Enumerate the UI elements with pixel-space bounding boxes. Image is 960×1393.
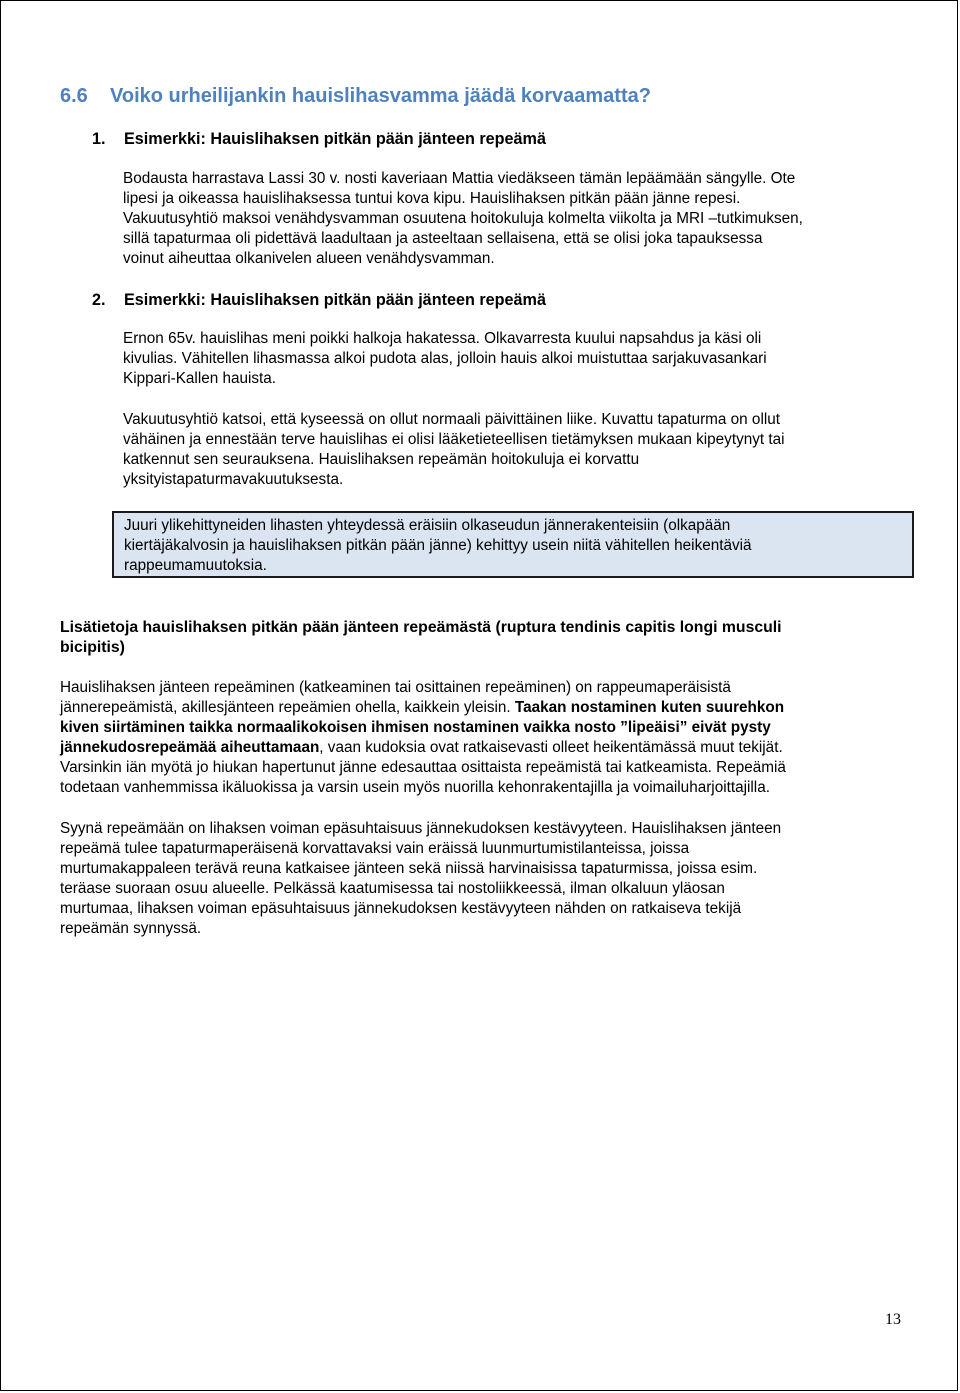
bold-text-run: Taakan nostaminen kuten suurehkon bbox=[514, 699, 785, 716]
paragraph-line: kiven siirtäminen taikka normaalikokoisen ihmisen nostaminen vaikka nosto ”lipeäisi” eivät pysty bbox=[60, 719, 771, 736]
paragraph-line: Hauislihaksen jänteen repeäminen (katkeaminen tai osittainen repeäminen) on rappeumaperäisistä bbox=[60, 679, 731, 696]
paragraph-line: repeämä tulee tapaturmaperäisenä korvattavaksi vain eräissä luunmurtumistilanteissa, joissa bbox=[60, 840, 690, 857]
example1-heading-text: Esimerkki: Hauislihaksen pitkän pään jänteen repeämä bbox=[124, 130, 546, 148]
paragraph-line bbox=[60, 738, 786, 758]
example2-line: Vakuutusyhtiö katsoi, että kyseessä on ollut normaali päivittäinen liike. Kuvattu tapaturma on ollut bbox=[123, 411, 780, 428]
example2-line: Kippari-Kallen hauista. bbox=[123, 370, 277, 387]
paragraph-line: murtumaa, lihaksen voiman epäsuhtaisuus jännekudoksen kestävyyteen nähden on ratkaiseva tekijä bbox=[60, 900, 742, 917]
highlight-info-box bbox=[112, 511, 914, 578]
paragraph-line: todetaan vanhemmissa ikäluokissa ja varsin usein myös nuorilla kehonrakentajilla ja voimailuharjoittajilla. bbox=[60, 779, 770, 796]
example1-line: Bodausta harrastava Lassi 30 v. nosti kaveriaan Mattia viedäkseen tämän lepäämään sängylle. Ote bbox=[123, 170, 796, 187]
more-info-heading-line: bicipitis) bbox=[60, 639, 125, 656]
example2-heading bbox=[92, 290, 546, 310]
text-run: , vaan kudoksia ovat ratkaisevasti olleet heikentämässä muut tekijät. bbox=[319, 739, 783, 756]
infobox-line: Juuri ylikehittyneiden lihasten yhteydessä eräisiin olkaseudun jännerakenteisiin (olkapään bbox=[124, 517, 731, 534]
example2-heading-text: Esimerkki: Hauislihaksen pitkän pään jänteen repeämä bbox=[124, 291, 546, 309]
example1-line: sillä tapaturmaa oli pidettävä laadultaan ja asteeltaan sellaisena, että se olisi joka tapauksessa bbox=[123, 230, 763, 247]
paragraph-line: repeämän synnyssä. bbox=[60, 920, 202, 937]
paragraph-line: teräase suoraan osuu alueelle. Pelkässä kaatumisessa tai nostoliikkeessä, ilman olkaluun yläosan bbox=[60, 880, 725, 897]
paragraph-line: Varsinkin iän myötä jo hiukan hapertunut jänne edesauttaa osittaista repeämistä tai katkeamista. Repeämiä bbox=[60, 759, 786, 776]
more-info-paragraph-1 bbox=[60, 678, 786, 798]
example1-line: lipesi ja oikeassa hauislihaksessa tuntui kova kipu. Hauislihaksen pitkän pään jänne repesi. bbox=[123, 190, 741, 207]
example2-line: Ernon 65v. hauislihas meni poikki halkoja hakatessa. Olkavarresta kuului napsahdus ja käsi oli bbox=[123, 330, 762, 347]
section-number: 6.6 bbox=[60, 85, 88, 107]
more-info-paragraph-2 bbox=[60, 819, 781, 939]
section-title-text: Voiko urheilijankin hauislihasvamma jäädä korvaamatta? bbox=[110, 85, 651, 107]
example2-line: katkennut sen seurauksena. Hauislihaksen repeämän hoitokuluja ei korvattu bbox=[123, 451, 640, 468]
example2-paragraph-2 bbox=[123, 410, 785, 490]
infobox-line: rappeumamuutoksia. bbox=[124, 557, 267, 574]
example1-number: 1. bbox=[92, 130, 106, 148]
example2-line: yksityistapaturmavakuutuksesta. bbox=[123, 471, 344, 488]
example2-line: kivulias. Vähitellen lihasmassa alkoi pudota alas, jolloin hauis alkoi muistuttaa sarjakuvasankari bbox=[123, 350, 767, 367]
paragraph-line bbox=[60, 698, 786, 718]
bold-text-run: jännekudosrepeämää aiheuttamaan bbox=[60, 739, 320, 756]
more-info-heading-line: Lisätietoja hauislihaksen pitkän pään jänteen repeämästä (ruptura tendinis capitis longi musculi bbox=[60, 619, 782, 636]
example2-paragraph-1 bbox=[123, 329, 767, 389]
text-run: jännerepeämistä, akillesjänteen repeämien ohella, kaikkein yleisin. bbox=[60, 699, 515, 716]
example1-line: voinut aiheuttaa olkanivelen alueen venähdysvamman. bbox=[123, 250, 495, 267]
example1-line: Vakuutusyhtiö maksoi venähdysvamman osuutena hoitokuluja kolmelta viikolta ja MRI –tutkimuksen, bbox=[123, 210, 803, 227]
more-info-heading bbox=[60, 618, 782, 658]
infobox-line: kiertäjäkalvosin ja hauislihaksen pitkän pään jänne) kehittyy usein niitä vähitellen heikentäviä bbox=[124, 537, 752, 554]
example1-body bbox=[123, 169, 803, 269]
example2-number: 2. bbox=[92, 291, 106, 309]
paragraph-line: Syynä repeämään on lihaksen voiman epäsuhtaisuus jännekudoksen kestävyyteen. Hauislihaksen jänteen bbox=[60, 820, 782, 837]
section-title bbox=[60, 85, 651, 108]
page-number: 13 bbox=[885, 1311, 901, 1328]
example2-line: vähäinen ja ennestään terve hauislihas ei olisi lääketieteellisen tietämyksen mukaan kipeytynyt tai bbox=[123, 431, 785, 448]
example1-heading bbox=[92, 129, 546, 149]
paragraph-line: murtumakappaleen terävä reuna katkaisee jänteen sekä niissä harvinaisissa tapaturmissa, joissa esim. bbox=[60, 860, 758, 877]
